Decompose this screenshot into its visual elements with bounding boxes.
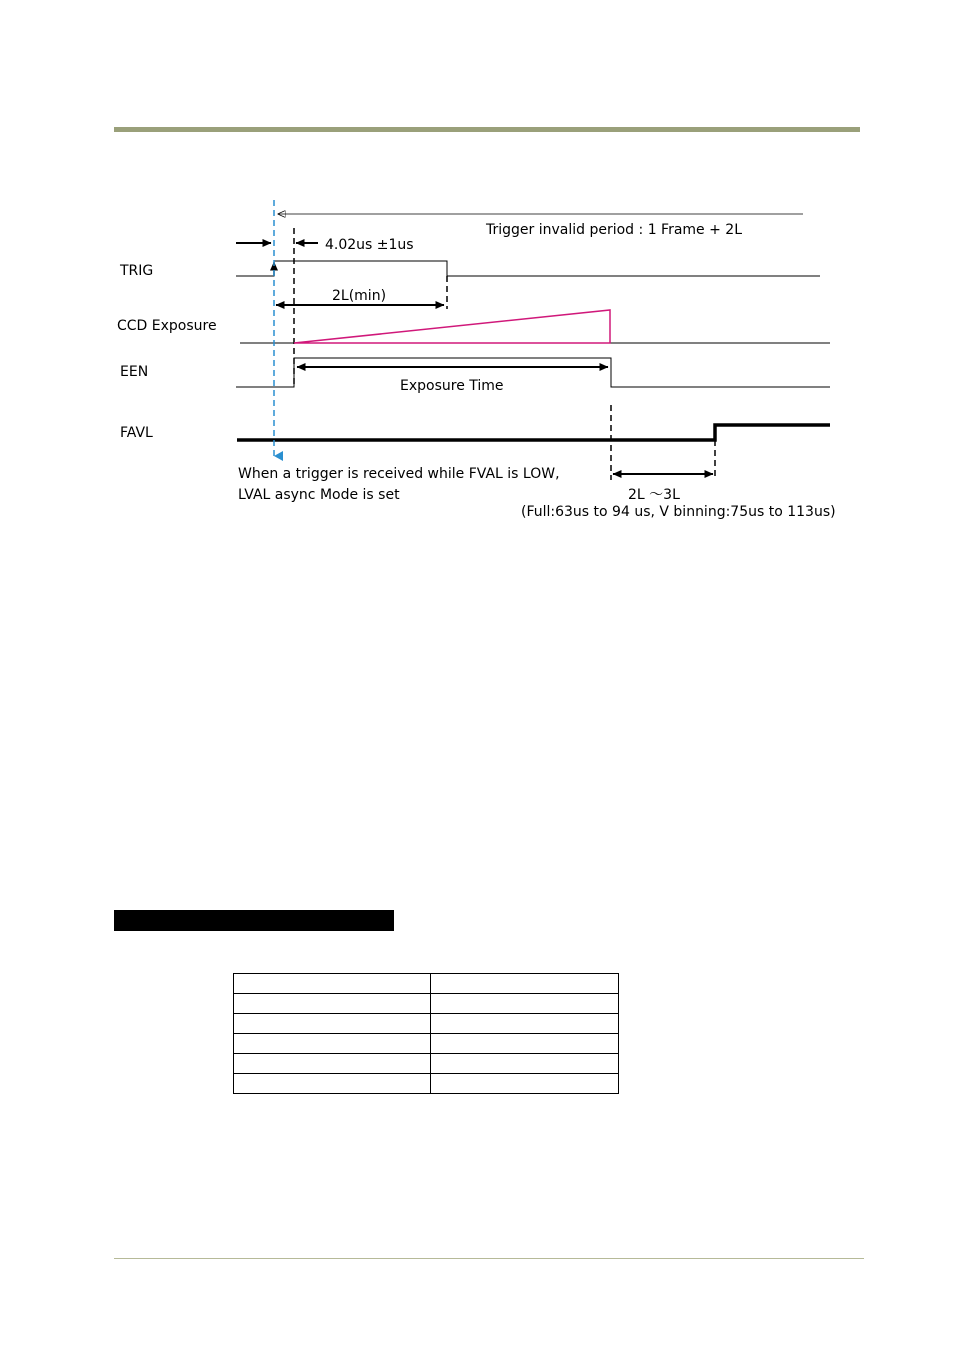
table-row	[234, 1054, 619, 1074]
table-cell	[431, 1034, 619, 1054]
table-cell	[234, 1034, 431, 1054]
section-heading-bar	[114, 910, 394, 931]
table-cell	[431, 974, 619, 994]
table-cell	[234, 1014, 431, 1034]
range-detail-label: (Full:63us to 94 us, V binning:75us to 113us)	[521, 504, 836, 520]
note-line-1: When a trigger is received while FVAL is LOW,	[238, 466, 560, 482]
footer-rule	[114, 1258, 864, 1259]
ccd-exposure-ramp	[294, 310, 610, 343]
table-cell	[234, 1074, 431, 1094]
table-cell	[234, 994, 431, 1014]
range-label: 2L ～3L	[628, 487, 680, 503]
table-row	[234, 1074, 619, 1094]
table-cell	[234, 974, 431, 994]
trigger-timing-diagram	[0, 0, 955, 560]
trig-waveform	[236, 261, 820, 276]
trig-label: TRIG	[120, 263, 154, 279]
table-cell	[431, 994, 619, 1014]
exposure-time-label: Exposure Time	[400, 378, 504, 394]
invalid-period-label: Trigger invalid period : 1 Frame + 2L	[486, 222, 743, 238]
table-row	[234, 994, 619, 1014]
min-pulse-label: 2L(min)	[332, 288, 387, 304]
ccd-exposure-label: CCD Exposure	[117, 318, 217, 334]
note-line-2: LVAL async Mode is set	[238, 487, 400, 503]
table-row	[234, 974, 619, 994]
favl-waveform	[237, 425, 830, 440]
table-row	[234, 1034, 619, 1054]
table-row	[234, 1014, 619, 1034]
favl-label: FAVL	[120, 425, 153, 441]
table-cell	[431, 1014, 619, 1034]
een-waveform	[236, 358, 830, 387]
table-cell	[234, 1054, 431, 1074]
delay-label: 4.02us ±1us	[325, 237, 414, 253]
een-label: EEN	[120, 364, 149, 380]
table-cell	[431, 1074, 619, 1094]
spec-table	[233, 973, 619, 1094]
table-cell	[431, 1054, 619, 1074]
